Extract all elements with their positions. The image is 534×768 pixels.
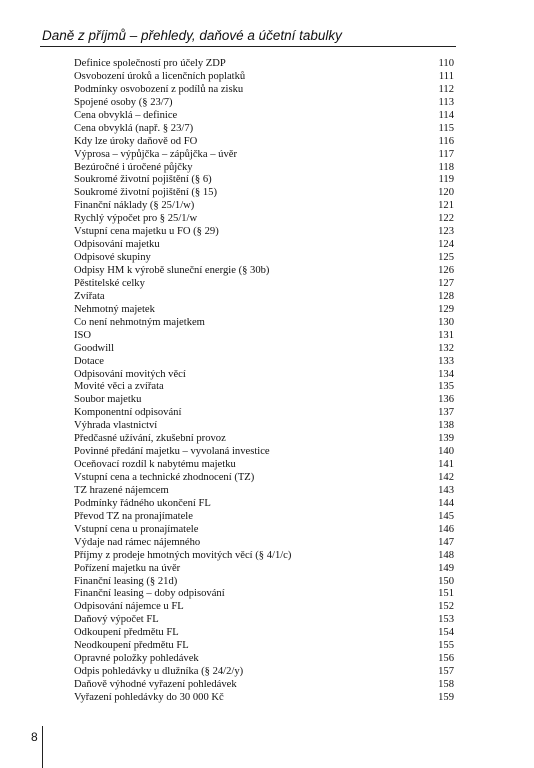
toc-entry: [74, 71, 456, 84]
toc-entry-page: 118: [438, 161, 454, 173]
toc-entry-title: Soukromé životní pojištění (§ 6): [74, 174, 212, 186]
footer-rule: [42, 726, 43, 768]
toc-entry-page: 120: [438, 187, 454, 199]
toc-entry-page: 158: [438, 679, 454, 690]
toc-entry-title: Kdy lze úroky daňově od FO: [74, 135, 198, 147]
toc-entry: [74, 110, 456, 123]
toc-entry: [74, 446, 456, 459]
toc-entry-page: 156: [438, 653, 454, 665]
toc-entry-title: Odpisy HM k výrobě sluneční energie (§ 30b): [74, 265, 270, 276]
toc-entry-page: 110: [438, 58, 454, 69]
toc-entry-page: 126: [438, 265, 454, 276]
toc-entry-title: Předčasné užívání, zkušební provoz: [74, 433, 226, 445]
toc-entry: [74, 614, 456, 627]
toc-entry-page: 136: [438, 394, 454, 406]
toc-entry-page: 138: [438, 420, 454, 432]
toc-entry: [74, 343, 456, 356]
toc-entry: [74, 213, 456, 226]
toc-entry-page: 142: [438, 472, 454, 483]
toc-entry-page: 114: [438, 109, 454, 121]
toc-entry: [74, 692, 456, 705]
toc-entry-title: Opravné položky pohledávek: [74, 653, 199, 665]
toc-entry-title: Definice společností pro účely ZDP: [74, 58, 226, 69]
toc-entry-title: Movité věci a zvířata: [74, 381, 164, 393]
toc-entry: [74, 640, 456, 653]
toc-entry: [74, 601, 456, 614]
toc-entry: [74, 123, 456, 136]
toc-entry-page: 117: [438, 148, 454, 160]
toc-entry: [74, 498, 456, 511]
header-rule: [40, 46, 456, 47]
toc-entry-page: 148: [438, 549, 454, 561]
toc-entry: [74, 537, 456, 550]
toc-entry-title: Vstupní cena majetku u FO (§ 29): [74, 226, 219, 238]
toc-entry-page: 129: [438, 303, 454, 315]
toc-entry-title: Vyřazení pohledávky do 30 000 Kč: [74, 691, 224, 703]
toc-entry-title: Odpis pohledávky u dlužníka (§ 24/2/y): [74, 666, 244, 678]
toc-entry-page: 124: [438, 239, 454, 251]
toc-entry-title: Cena obvyklá – definice: [74, 109, 178, 121]
toc-entry: [74, 136, 456, 149]
toc-entry: [74, 472, 456, 485]
toc-entry: [74, 278, 456, 291]
toc-entry-page: 147: [438, 536, 454, 548]
toc-entry-title: Daňově výhodné vyřazení pohledávek: [74, 679, 237, 690]
toc-entry-title: Daňový výpočet FL: [74, 614, 159, 626]
toc-entry: [74, 369, 456, 382]
toc-entry-title: Výdaje nad rámec nájemného: [74, 536, 201, 548]
running-header-title: Daně z příjmů – přehledy, daňové a účetní tabulky: [42, 28, 342, 43]
toc-entry-title: Osvobození úroků a licenčních poplatků: [74, 70, 246, 82]
toc-entry-page: 121: [438, 200, 454, 212]
toc-entry: [74, 407, 456, 420]
toc-entry: [74, 433, 456, 446]
toc-entry: [74, 330, 456, 343]
toc-entry-title: Odpisování majetku: [74, 239, 160, 251]
toc-entry-title: Spojené osoby (§ 23/7): [74, 96, 173, 108]
toc-entry-page: 119: [438, 174, 454, 186]
toc-entry-title: Komponentní odpisování: [74, 407, 182, 419]
toc-entry-page: 154: [438, 627, 454, 639]
toc-entry-page: 115: [438, 122, 454, 134]
toc-entry: [74, 239, 456, 252]
toc-entry: [74, 149, 456, 162]
toc-entry-title: Soukromé životní pojištění (§ 15): [74, 187, 218, 199]
toc-entry: [74, 291, 456, 304]
toc-entry: [74, 485, 456, 498]
toc-entry-title: Vstupní cena u pronajímatele: [74, 523, 199, 535]
toc-entry: [74, 162, 456, 175]
toc-entry: [74, 317, 456, 330]
toc-entry-page: 134: [438, 368, 454, 380]
toc-entry-page: 128: [438, 290, 454, 302]
toc-entry-page: 151: [438, 588, 454, 600]
toc-entry: [74, 226, 456, 239]
toc-entry-page: 149: [438, 562, 454, 574]
toc-entry: [74, 174, 456, 187]
toc-entry-page: 113: [438, 96, 454, 108]
toc-entry-title: Odpisování nájemce u FL: [74, 601, 184, 613]
toc-entry: [74, 627, 456, 640]
toc-entry-title: Soubor majetku: [74, 394, 142, 406]
toc-entry-title: Odpisování movitých věcí: [74, 368, 186, 380]
toc-entry-page: 153: [438, 614, 454, 626]
toc-entry: [74, 97, 456, 110]
toc-entry-page: 112: [438, 83, 454, 95]
toc-entry: [74, 524, 456, 537]
toc-entry-title: Finanční leasing (§ 21d): [74, 575, 178, 587]
toc-entry: [74, 459, 456, 472]
toc-entry-title: Povinné předání majetku – vyvolaná investice: [74, 446, 270, 458]
toc-entry-page: 127: [438, 277, 454, 289]
toc-entry-title: Pěstitelské celky: [74, 277, 145, 289]
toc-entry-title: Cena obvyklá (např. § 23/7): [74, 122, 194, 134]
toc-entry: [74, 304, 456, 317]
toc-entry: [74, 200, 456, 213]
toc-entry-title: Pořízení majetku na úvěr: [74, 562, 181, 574]
toc-entry-title: Odpisové skupiny: [74, 252, 151, 264]
toc-entry-title: TZ hrazené nájemcem: [74, 484, 169, 496]
toc-entry-title: Podmínky řádného ukončení FL: [74, 497, 211, 509]
page-number: 8: [31, 730, 38, 744]
toc-entry-title: Neodkoupení předmětu FL: [74, 640, 189, 652]
toc-entry-page: 137: [438, 407, 454, 419]
toc-entry: [74, 576, 456, 589]
toc-entry-page: 143: [438, 484, 454, 496]
toc-entry: [74, 550, 456, 563]
toc-entry-page: 140: [438, 446, 454, 458]
toc-entry: [74, 588, 456, 601]
toc-entry: [74, 381, 456, 394]
toc-entry-page: 139: [438, 433, 454, 445]
toc-entry: [74, 420, 456, 433]
toc-entry-page: 155: [438, 640, 454, 652]
table-of-contents: [74, 58, 456, 705]
toc-entry-title: ISO: [74, 329, 92, 341]
toc-entry: [74, 666, 456, 679]
toc-entry-page: 144: [438, 497, 454, 509]
toc-entry-page: 135: [438, 381, 454, 393]
toc-entry: [74, 653, 456, 666]
toc-entry-title: Příjmy z prodeje hmotných movitých věcí (§ 4/1/c): [74, 549, 292, 561]
toc-entry-title: Finanční leasing – doby odpisování: [74, 588, 225, 600]
toc-entry-page: 122: [438, 213, 454, 225]
toc-entry-title: Goodwill: [74, 342, 115, 354]
toc-entry-title: Nehmotný majetek: [74, 303, 155, 315]
toc-entry: [74, 187, 456, 200]
toc-entry-page: 159: [438, 691, 454, 703]
toc-entry-title: Odkoupení předmětu FL: [74, 627, 179, 639]
toc-entry-title: Oceňovací rozdíl k nabytému majetku: [74, 459, 236, 471]
toc-entry-page: 132: [438, 342, 454, 354]
toc-entry-title: Převod TZ na pronajímatele: [74, 510, 193, 522]
toc-entry-page: 141: [438, 459, 454, 471]
toc-entry: [74, 84, 456, 97]
toc-entry-page: 152: [438, 601, 454, 613]
toc-entry-title: Dotace: [74, 355, 104, 367]
toc-entry-title: Bezúročné i úročené půjčky: [74, 161, 193, 173]
toc-entry: [74, 252, 456, 265]
toc-entry-page: 125: [438, 252, 454, 264]
toc-entry-page: 157: [438, 666, 454, 678]
toc-entry-page: 111: [438, 70, 454, 82]
toc-entry: [74, 511, 456, 524]
toc-entry: [74, 356, 456, 369]
toc-entry: [74, 679, 456, 692]
toc-entry-page: 123: [438, 226, 454, 238]
toc-entry-title: Výprosa – výpůjčka – zápůjčka – úvěr: [74, 148, 237, 160]
toc-entry-title: Rychlý výpočet pro § 25/1/w: [74, 213, 198, 225]
toc-entry-page: 130: [438, 316, 454, 328]
toc-entry-page: 146: [438, 523, 454, 535]
toc-entry-page: 150: [438, 575, 454, 587]
toc-entry-title: Podmínky osvobození z podílů na zisku: [74, 83, 244, 95]
toc-entry-title: Co není nehmotným majetkem: [74, 316, 205, 328]
toc-entry-page: 145: [438, 510, 454, 522]
toc-entry: [74, 265, 456, 278]
toc-entry-page: 133: [438, 355, 454, 367]
toc-entry: [74, 394, 456, 407]
toc-entry-title: Finanční náklady (§ 25/1/w): [74, 200, 195, 212]
toc-entry-page: 131: [438, 329, 454, 341]
toc-entry-title: Výhrada vlastnictví: [74, 420, 158, 432]
toc-entry-title: Zvířata: [74, 290, 105, 302]
toc-entry-title: Vstupní cena a technické zhodnocení (TZ): [74, 472, 255, 483]
toc-entry-page: 116: [438, 135, 454, 147]
toc-entry: [74, 58, 456, 71]
toc-entry: [74, 563, 456, 576]
